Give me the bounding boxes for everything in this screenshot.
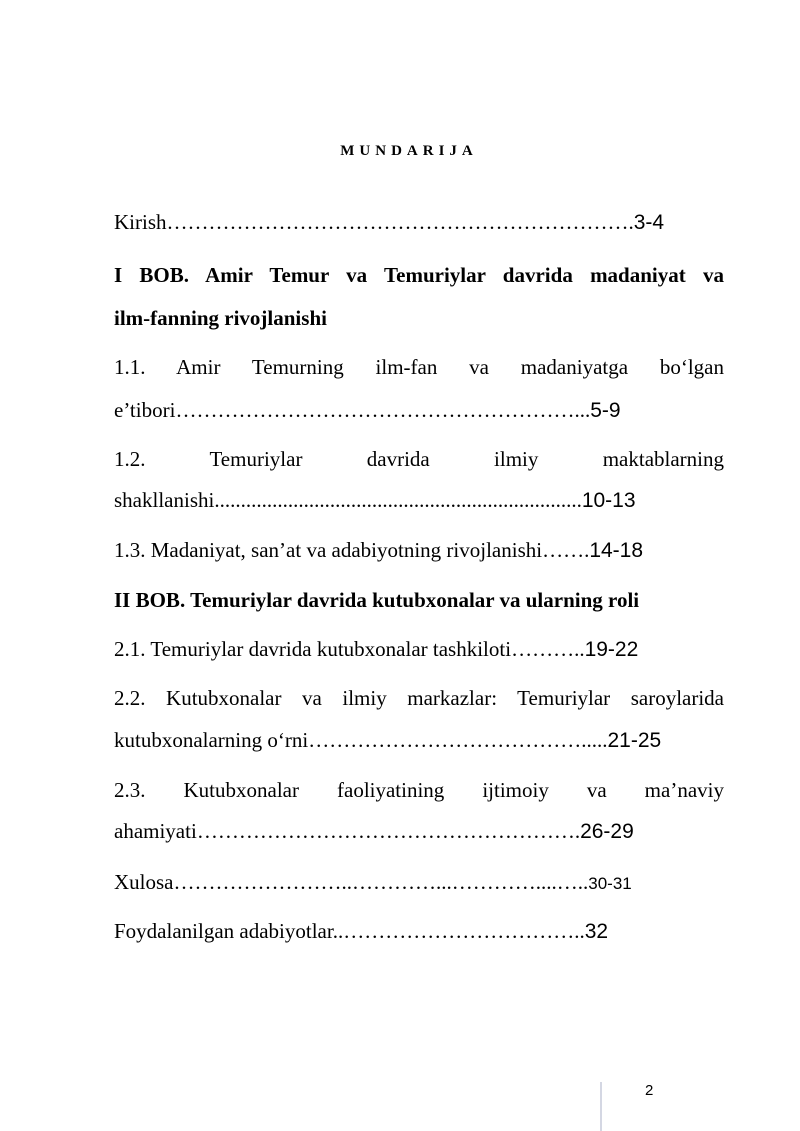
toc-chapter-1-line1[interactable]: I BOB. Amir Temur va Temuriylar davrida madaniyat va	[114, 263, 724, 287]
toc-page-range: 30-31	[588, 874, 632, 893]
toc-page-range: 19-22	[584, 638, 639, 661]
toc-section-2-2-line1[interactable]: 2.2. Kutubxonalar va ilmiy markazlar: Temuriylar saroylarida	[114, 686, 724, 710]
toc-chapter-1-line2[interactable]: ilm-fanning rivojlanishi	[114, 306, 327, 330]
toc-section-1-2-line2[interactable]	[114, 479, 724, 522]
toc-section-1-1-line1[interactable]: 1.1. Amir Temurning ilm-fan va madaniyatga bo‘lgan	[114, 355, 724, 379]
toc-leader-dots: …….	[542, 538, 590, 562]
toc-section-2-3-line2[interactable]	[114, 810, 724, 853]
page-title: MUNDARIJA	[340, 143, 478, 159]
toc-leader-dots: ………………………………………………………….	[166, 210, 634, 234]
toc-leader-dots: ……………………..…………...…………....…..	[173, 870, 589, 894]
toc-chapter-2[interactable]: II BOB. Temuriylar davrida kutubxonalar va ularning roli	[114, 588, 640, 612]
toc-page-range: 26-29	[580, 820, 634, 843]
toc-leader-dots: ………..	[511, 637, 585, 661]
toc-page-range: 21-25	[607, 729, 662, 752]
margin-divider	[600, 1082, 602, 1131]
toc-page-range: 32	[584, 920, 609, 943]
toc-section-2-3-line1[interactable]: 2.3. Kutubxonalar faoliyatining ijtimoiy va ma’naviy	[114, 778, 724, 802]
toc-leader-dots: ......................................................................	[214, 488, 582, 512]
toc-page-range: 10-13	[581, 489, 636, 512]
toc-page-range: 3-4	[633, 211, 665, 234]
toc-entry-text: 2.1. Temuriylar davrida kutubxonalar tashkiloti	[114, 637, 512, 661]
toc-leader-dots: …………………………………………………...	[175, 398, 591, 422]
toc-entry-text: Foydalanilgan adabiyotlar	[114, 919, 333, 943]
toc-entry-text: e’tibori	[114, 398, 176, 422]
toc-entry-text: ahamiyati	[114, 819, 197, 843]
toc-entry-kirish[interactable]	[114, 201, 724, 244]
toc-leader-dots: ..……………………………..	[332, 919, 585, 943]
toc-page-range: 14-18	[589, 539, 644, 562]
toc-section-1-3[interactable]	[114, 529, 724, 572]
toc-entry-text: Xulosa	[114, 870, 174, 894]
toc-leader-dots: ……………………………………………….	[196, 819, 581, 843]
page-number: 2	[645, 1082, 654, 1099]
toc-leader-dots: ………………………………….....	[308, 728, 608, 752]
toc-entry-xulosa[interactable]	[114, 861, 724, 905]
toc-entry-text: kutubxonalarning o‘rni	[114, 728, 309, 752]
toc-section-2-1[interactable]	[114, 628, 724, 671]
toc-entry-text: Kirish	[114, 210, 167, 234]
toc-entry-text: 1.3. Madaniyat, san’at va adabiyotning rivojlanishi	[114, 538, 543, 562]
toc-entry-references[interactable]	[114, 910, 724, 953]
toc-page-range: 5-9	[590, 399, 621, 422]
toc-entry-text: shakllanishi	[114, 488, 215, 512]
toc-section-1-1-line2[interactable]	[114, 389, 724, 432]
toc-section-1-2-line1[interactable]: 1.2. Temuriylar davrida ilmiy maktablarning	[114, 447, 724, 471]
toc-section-2-2-line2[interactable]	[114, 719, 724, 762]
